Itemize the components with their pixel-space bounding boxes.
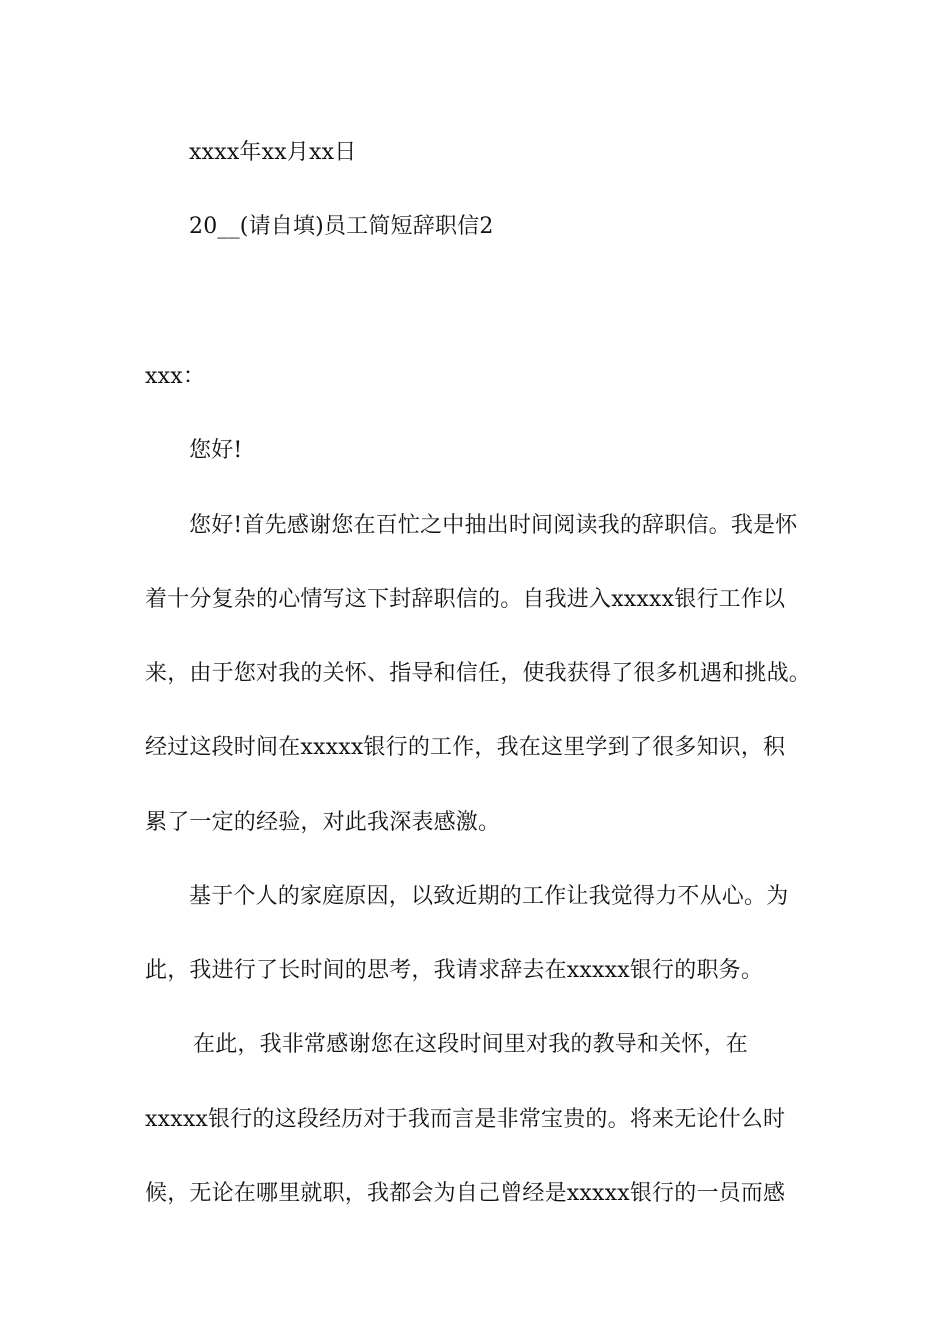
paragraph-line: 您好!首先感谢您在百忙之中抽出时间阅读我的辞职信。我是怀 bbox=[189, 513, 798, 538]
paragraph-line: 基于个人的家庭原因，以致近期的工作让我觉得力不从心。为 bbox=[189, 884, 789, 909]
paragraph-line: 着十分复杂的心情写这下封辞职信的。自我进入xxxxx银行工作以 bbox=[145, 587, 786, 612]
date-line: xxxx年xx月xx日 bbox=[189, 140, 357, 165]
paragraph-line: xxxxx银行的这段经历对于我而言是非常宝贵的。将来无论什么时 bbox=[145, 1107, 786, 1132]
salutation: xxx： bbox=[145, 364, 206, 389]
paragraph-line: 候，无论在哪里就职，我都会为自己曾经是xxxxx银行的一员而感 bbox=[145, 1181, 786, 1206]
paragraph-line: 经过这段时间在xxxxx银行的工作，我在这里学到了很多知识，积 bbox=[145, 735, 786, 760]
paragraph-line: 在此，我非常感谢您在这段时间里对我的教导和关怀，在 bbox=[193, 1032, 749, 1057]
paragraph-line: 来，由于您对我的关怀、指导和信任，使我获得了很多机遇和挑战。 bbox=[145, 661, 812, 686]
paragraph-line: 此，我进行了长时间的思考，我请求辞去在xxxxx银行的职务。 bbox=[145, 958, 764, 983]
title-line: 20__(请自填)员工简短辞职信2 bbox=[189, 214, 494, 239]
greeting: 您好! bbox=[189, 438, 243, 463]
paragraph-line: 累了一定的经验，对此我深表感激。 bbox=[145, 810, 501, 835]
